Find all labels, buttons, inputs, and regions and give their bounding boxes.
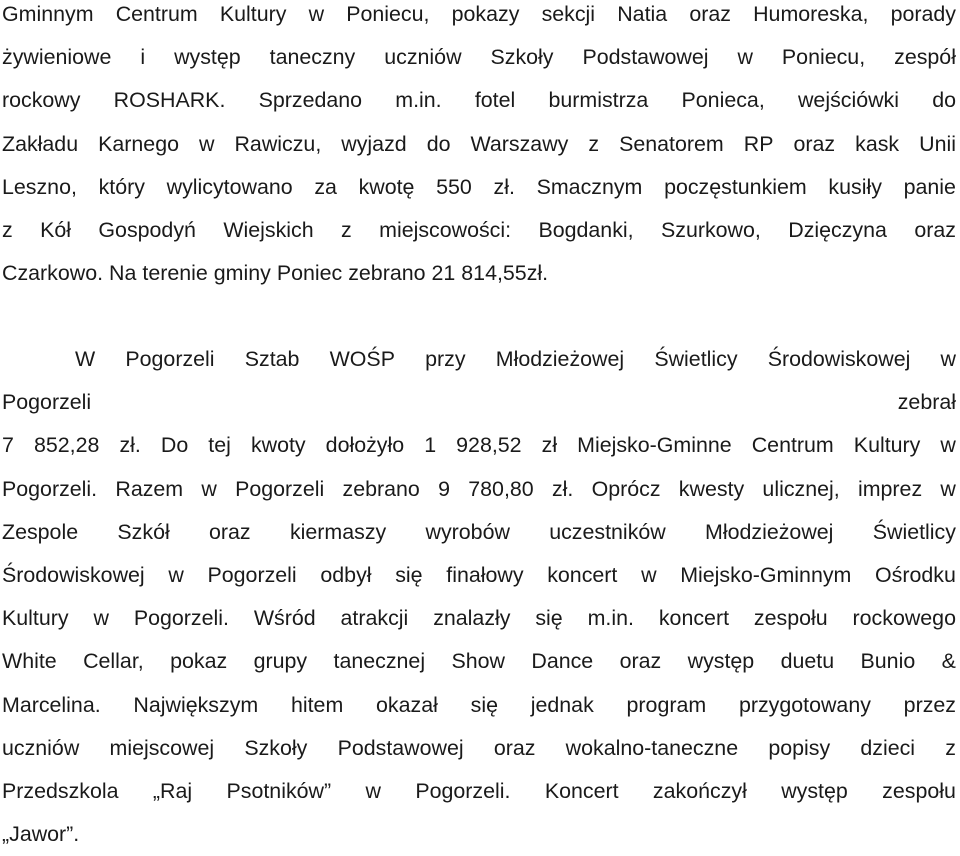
word: imprez — [857, 476, 923, 501]
word: w — [365, 778, 381, 803]
word: Szurkowo, — [660, 217, 761, 242]
word: wokalno-taneczne — [565, 735, 739, 760]
word: taneczny — [269, 45, 356, 70]
word: Pogorzeli. — [2, 476, 98, 501]
word: zakończył — [652, 778, 747, 803]
word: wyjazd — [341, 131, 407, 156]
word: Pogorzeli — [125, 347, 215, 371]
word: przy — [425, 347, 466, 371]
word: gminy — [213, 261, 271, 286]
word: RP — [743, 131, 774, 156]
word: z — [2, 217, 13, 242]
word: Świetlicy — [654, 347, 738, 371]
word: z — [945, 735, 956, 760]
word: się — [395, 562, 423, 587]
word: Środowiskowej — [767, 347, 911, 371]
word: program — [626, 692, 707, 717]
word: Poniecu, — [781, 45, 866, 70]
text-line — [2, 252, 956, 295]
word: zł. — [493, 174, 515, 199]
word: zebrano — [348, 261, 426, 286]
word: przez — [903, 692, 956, 717]
word: Podstawowej — [582, 45, 709, 70]
word: Centrum — [115, 2, 198, 26]
word: kwesty — [678, 476, 745, 501]
word: tej — [208, 433, 231, 458]
word: zł — [541, 433, 558, 458]
text-line — [2, 727, 956, 770]
word: pokazy — [451, 2, 520, 26]
text-line — [2, 468, 956, 511]
word: i — [140, 45, 146, 70]
word: w — [168, 562, 184, 587]
word: „Raj — [152, 778, 193, 803]
word: zł. — [119, 433, 141, 458]
word: Smacznym — [536, 174, 643, 199]
text-line — [2, 511, 956, 554]
word: występ — [781, 778, 848, 803]
word: za — [314, 174, 337, 199]
word: zebrano — [342, 476, 420, 501]
word: Młodzieżowej — [705, 519, 834, 544]
word: Unii — [919, 131, 956, 156]
word: żywieniowe — [2, 45, 112, 70]
word: znalazły — [433, 606, 511, 631]
word: Wiejskich — [223, 217, 314, 242]
word: w — [940, 347, 956, 371]
word: w — [641, 562, 657, 587]
word: & — [941, 649, 956, 674]
word: Szkoły — [244, 735, 308, 760]
word: wyrobów — [425, 519, 510, 544]
word: zespół — [894, 45, 956, 70]
word: W — [75, 347, 96, 371]
word: Pogorzeli. — [133, 606, 229, 631]
word: Szkoły — [490, 45, 554, 70]
text-line — [2, 424, 956, 467]
word: Natia — [617, 2, 668, 26]
word: Leszno, — [2, 174, 77, 199]
word: sekcji — [541, 2, 596, 26]
word: uczestników — [549, 519, 666, 544]
word: miejscowej — [109, 735, 215, 760]
word: uczniów — [384, 45, 462, 70]
word: w — [201, 476, 217, 501]
word: Kultury — [219, 2, 287, 26]
word: w — [308, 2, 325, 26]
text-line — [2, 338, 956, 381]
word: występ — [687, 649, 755, 674]
text-line — [2, 79, 956, 122]
text-line — [2, 166, 956, 209]
word: Poniec — [276, 261, 343, 286]
word: 780,80 — [468, 476, 534, 501]
word: duetu — [780, 649, 835, 674]
word: grupy — [253, 649, 308, 674]
word: dołożyło — [325, 433, 405, 458]
word: do — [932, 88, 956, 113]
word: 928,52 — [456, 433, 522, 458]
word: porady — [890, 2, 956, 26]
word: „Jawor”. — [2, 822, 80, 847]
word: hitem — [290, 692, 344, 717]
word: 9 — [438, 476, 450, 501]
text-line — [2, 381, 956, 424]
word: terenie — [142, 261, 208, 286]
word: WOŚP — [329, 347, 395, 371]
word: 7 — [2, 433, 14, 458]
word: Psotników” — [226, 778, 332, 803]
word: kwotę — [358, 174, 415, 199]
word: z — [341, 217, 352, 242]
word: fotel — [474, 88, 516, 113]
word: panie — [903, 174, 956, 199]
word: okazał — [376, 692, 438, 717]
word: Czarkowo. — [2, 261, 104, 286]
word: White — [2, 649, 57, 674]
word: Pogorzeli — [235, 476, 325, 501]
word: wylicytowano — [166, 174, 293, 199]
word: Kół — [40, 217, 72, 242]
word: Świetlicy — [872, 519, 956, 544]
word: w — [737, 45, 753, 70]
word: burmistrza — [548, 88, 649, 113]
word: Gospodyń — [98, 217, 196, 242]
word: Przedszkola — [2, 778, 119, 803]
word: Szkół — [117, 519, 170, 544]
word: Ośrodku — [875, 562, 956, 587]
word: się — [535, 606, 563, 631]
word: ulicznej, — [762, 476, 840, 501]
text-line — [2, 554, 956, 597]
word: miejscowości: — [379, 217, 512, 242]
word: w — [199, 131, 215, 156]
text-line — [2, 813, 956, 856]
word: zebrał — [897, 390, 956, 415]
word: Środowiskowej — [2, 562, 145, 587]
text-line — [2, 597, 956, 640]
word: Kultury — [853, 433, 921, 458]
paragraph-wosp-poniec — [2, 0, 956, 295]
word: Oprócz — [591, 476, 661, 501]
word: Ponieca, — [681, 88, 765, 113]
word: 852,28 — [33, 433, 100, 458]
word: Największym — [133, 692, 259, 717]
word: kiermaszy — [289, 519, 387, 544]
word: Sztab — [244, 347, 300, 371]
word: Koncert — [544, 778, 619, 803]
word: 550 — [436, 174, 472, 199]
word: jednak — [530, 692, 594, 717]
word: Pogorzeli — [207, 562, 297, 587]
word: 1 — [424, 433, 437, 458]
word: w — [940, 476, 956, 501]
word: atrakcji — [340, 606, 409, 631]
word: Marcelina. — [2, 692, 101, 717]
word: Razem — [115, 476, 184, 501]
word: Poniecu, — [346, 2, 430, 26]
word: ROSHARK. — [113, 88, 226, 113]
word: rockowego — [852, 606, 956, 631]
word: koncert — [658, 606, 730, 631]
word: Pogorzeli. — [415, 778, 511, 803]
word: do — [426, 131, 451, 156]
word: Centrum — [751, 433, 834, 458]
word: rockowy — [2, 88, 81, 113]
word: Na — [109, 261, 137, 286]
word: finałowy — [446, 562, 524, 587]
word: popisy — [768, 735, 831, 760]
word: Zespole — [2, 519, 79, 544]
word: koncert — [547, 562, 618, 587]
word: w — [93, 606, 109, 631]
word: Wśród — [253, 606, 316, 631]
text-line — [2, 640, 956, 683]
word: odbył — [320, 562, 372, 587]
text-line — [2, 36, 956, 79]
word: wejściówki — [797, 88, 899, 113]
word: Bogdanki, — [538, 217, 634, 242]
text-line — [2, 770, 956, 813]
word: Podstawowej — [337, 735, 464, 760]
word: Sprzedano — [258, 88, 363, 113]
word: Gminnym — [2, 2, 94, 26]
word: Dance — [531, 649, 594, 674]
word: Miejsko-Gminnym — [680, 562, 852, 587]
paragraph-wosp-pogorzela — [2, 338, 956, 856]
word: kusiły — [828, 174, 882, 199]
word: poczęstunkiem — [664, 174, 807, 199]
word: kask — [855, 131, 900, 156]
word: oraz — [619, 649, 662, 674]
word: Pogorzeli — [2, 390, 92, 415]
word: Humoreska, — [753, 2, 869, 26]
word: przygotowany — [738, 692, 871, 717]
word: Młodzieżowej — [495, 347, 625, 371]
word: który — [98, 174, 145, 199]
word: oraz — [209, 519, 251, 544]
word: 814,55zł. — [461, 261, 549, 286]
word: oraz — [914, 217, 956, 242]
word: m.in. — [395, 88, 442, 113]
text-line — [2, 123, 956, 166]
word: 21 — [431, 261, 456, 286]
word: zespołu — [882, 778, 956, 803]
word: z — [588, 131, 600, 156]
word: oraz — [493, 735, 536, 760]
word: Kultury — [2, 606, 69, 631]
word: dzieci — [860, 735, 916, 760]
word: Show — [451, 649, 505, 674]
word: oraz — [689, 2, 731, 26]
word: oraz — [793, 131, 836, 156]
word: się — [470, 692, 498, 717]
word: Do — [160, 433, 189, 458]
word: Zakładu — [2, 131, 79, 156]
text-line — [2, 0, 956, 36]
word: tanecznej — [333, 649, 426, 674]
word: uczniów — [2, 735, 80, 760]
word: Cellar, — [83, 649, 144, 674]
word: kwoty — [250, 433, 306, 458]
word: Dzięczyna — [788, 217, 887, 242]
word: Warszawy — [470, 131, 569, 156]
word: Miejsko-Gminne — [577, 433, 732, 458]
word: Senatorem — [619, 131, 724, 156]
word: Karnego — [98, 131, 179, 156]
word: Bunio — [860, 649, 916, 674]
word: m.in. — [587, 606, 634, 631]
text-line — [2, 209, 956, 252]
word: występ — [174, 45, 241, 70]
word: pokaz — [170, 649, 228, 674]
word: zespołu — [753, 606, 828, 631]
word: zł. — [551, 476, 574, 501]
word: w — [940, 433, 956, 458]
word: Rawiczu, — [234, 131, 322, 156]
text-line — [2, 684, 956, 727]
